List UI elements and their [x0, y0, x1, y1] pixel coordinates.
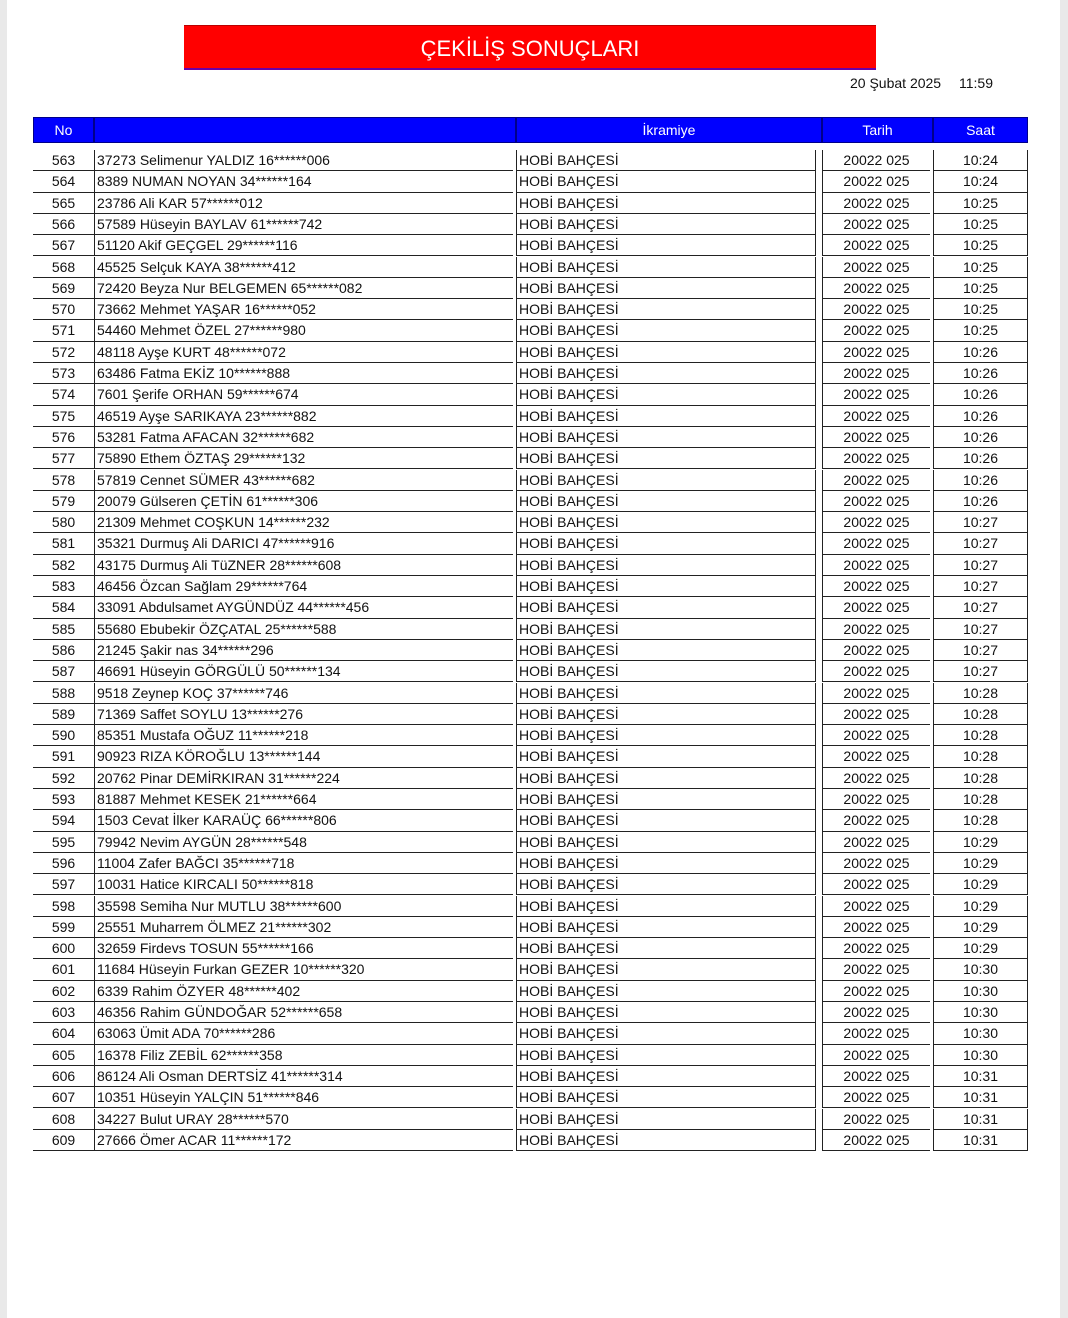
prize: HOBİ BAHÇESİ — [516, 555, 816, 576]
row-number: 581 — [33, 533, 94, 554]
draw-time: 10:28 — [933, 725, 1028, 746]
prize: HOBİ BAHÇESİ — [516, 342, 816, 363]
participant-name: 33091 Abdulsamet AYGÜNDÜZ 44******456 — [94, 597, 513, 618]
prize: HOBİ BAHÇESİ — [516, 959, 816, 980]
draw-date: 20022 025 — [822, 768, 930, 789]
row-number: 602 — [33, 981, 94, 1002]
draw-date: 20022 025 — [822, 810, 930, 831]
participant-name: 46356 Rahim GÜNDOĞAR 52******658 — [94, 1002, 513, 1023]
prize: HOBİ BAHÇESİ — [516, 704, 816, 725]
row-number: 604 — [33, 1023, 94, 1044]
column-header-no: No — [33, 117, 94, 143]
prize: HOBİ BAHÇESİ — [516, 1045, 816, 1066]
row-number: 566 — [33, 214, 94, 235]
draw-date: 20022 025 — [822, 278, 930, 299]
draw-date: 20022 025 — [822, 257, 930, 278]
row-number: 571 — [33, 320, 94, 341]
column-header-name — [94, 117, 516, 143]
draw-time: 10:30 — [933, 959, 1028, 980]
draw-date: 20022 025 — [822, 491, 930, 512]
prize: HOBİ BAHÇESİ — [516, 938, 816, 959]
participant-name: 1503 Cevat İlker KARAÜÇ 66******806 — [94, 810, 513, 831]
draw-date: 20022 025 — [822, 938, 930, 959]
row-number: 609 — [33, 1130, 94, 1151]
draw-date: 20022 025 — [822, 661, 930, 682]
draw-date: 20022 025 — [822, 576, 930, 597]
participant-name: 21245 Şakir nas 34******296 — [94, 640, 513, 661]
prize: HOBİ BAHÇESİ — [516, 320, 816, 341]
draw-time: 10:29 — [933, 896, 1028, 917]
draw-time: 10:30 — [933, 1023, 1028, 1044]
participant-name: 54460 Mehmet ÖZEL 27******980 — [94, 320, 513, 341]
participant-name: 46456 Özcan Sağlam 29******764 — [94, 576, 513, 597]
draw-time: 10:27 — [933, 640, 1028, 661]
participant-name: 63486 Fatma EKİZ 10******888 — [94, 363, 513, 384]
draw-time: 10:26 — [933, 427, 1028, 448]
draw-date: 20022 025 — [822, 832, 930, 853]
draw-time: 10:26 — [933, 491, 1028, 512]
row-number: 599 — [33, 917, 94, 938]
participant-name: 21309 Mehmet COŞKUN 14******232 — [94, 512, 513, 533]
draw-date: 20022 025 — [822, 1066, 930, 1087]
draw-date: 20022 025 — [822, 959, 930, 980]
row-number: 608 — [33, 1109, 94, 1130]
participant-name: 10351 Hüseyin YALÇIN 51******846 — [94, 1087, 513, 1108]
draw-date: 20022 025 — [822, 363, 930, 384]
draw-time: 10:25 — [933, 320, 1028, 341]
draw-date: 20022 025 — [822, 1109, 930, 1130]
participant-name: 35598 Semiha Nur MUTLU 38******600 — [94, 896, 513, 917]
participant-name: 57589 Hüseyin BAYLAV 61******742 — [94, 214, 513, 235]
draw-date: 20022 025 — [822, 406, 930, 427]
participant-name: 46519 Ayşe SARIKAYA 23******882 — [94, 406, 513, 427]
draw-time: 10:30 — [933, 1045, 1028, 1066]
prize: HOBİ BAHÇESİ — [516, 427, 816, 448]
draw-time: 10:27 — [933, 661, 1028, 682]
prize: HOBİ BAHÇESİ — [516, 683, 816, 704]
row-number: 597 — [33, 874, 94, 895]
draw-date: 20022 025 — [822, 299, 930, 320]
row-number: 593 — [33, 789, 94, 810]
draw-time: 10:25 — [933, 235, 1028, 256]
prize: HOBİ BAHÇESİ — [516, 299, 816, 320]
prize: HOBİ BAHÇESİ — [516, 640, 816, 661]
participant-name: 20079 Gülseren ÇETİN 61******306 — [94, 491, 513, 512]
draw-date: 20022 025 — [822, 235, 930, 256]
row-number: 580 — [33, 512, 94, 533]
prize: HOBİ BAHÇESİ — [516, 533, 816, 554]
row-number: 606 — [33, 1066, 94, 1087]
draw-date: 20022 025 — [822, 320, 930, 341]
participant-name: 63063 Ümit ADA 70******286 — [94, 1023, 513, 1044]
draw-date: 20022 025 — [822, 704, 930, 725]
draw-date: 20022 025 — [822, 619, 930, 640]
column-header-prize: İkramiye — [516, 117, 822, 143]
participant-name: 90923 RIZA KÖROĞLU 13******144 — [94, 746, 513, 767]
prize: HOBİ BAHÇESİ — [516, 1130, 816, 1151]
prize: HOBİ BAHÇESİ — [516, 257, 816, 278]
row-number: 578 — [33, 470, 94, 491]
draw-date: 20022 025 — [822, 555, 930, 576]
participant-name: 20762 Pinar DEMİRKIRAN 31******224 — [94, 768, 513, 789]
draw-time: 10:25 — [933, 257, 1028, 278]
participant-name: 86124 Ali Osman DERTSİZ 41******314 — [94, 1066, 513, 1087]
participant-name: 45525 Selçuk KAYA 38******412 — [94, 257, 513, 278]
participant-name: 71369 Saffet SOYLU 13******276 — [94, 704, 513, 725]
row-number: 576 — [33, 427, 94, 448]
prize: HOBİ BAHÇESİ — [516, 917, 816, 938]
prize: HOBİ BAHÇESİ — [516, 981, 816, 1002]
participant-name: 72420 Beyza Nur BELGEMEN 65******082 — [94, 278, 513, 299]
draw-time: 10:25 — [933, 193, 1028, 214]
draw-date: 20022 025 — [822, 214, 930, 235]
participant-name: 81887 Mehmet KESEK 21******664 — [94, 789, 513, 810]
prize: HOBİ BAHÇESİ — [516, 1066, 816, 1087]
draw-date: 20022 025 — [822, 1130, 930, 1151]
participant-name: 23786 Ali KAR 57******012 — [94, 193, 513, 214]
draw-date: 20022 025 — [822, 533, 930, 554]
participant-name: 79942 Nevim AYGÜN 28******548 — [94, 832, 513, 853]
row-number: 596 — [33, 853, 94, 874]
draw-time: 10:29 — [933, 938, 1028, 959]
prize: HOBİ BAHÇESİ — [516, 810, 816, 831]
prize: HOBİ BAHÇESİ — [516, 491, 816, 512]
participant-name: 85351 Mustafa OĞUZ 11******218 — [94, 725, 513, 746]
row-number: 595 — [33, 832, 94, 853]
row-number: 587 — [33, 661, 94, 682]
participant-name: 9518 Zeynep KOÇ 37******746 — [94, 683, 513, 704]
participant-name: 11684 Hüseyin Furkan GEZER 10******320 — [94, 959, 513, 980]
draw-time: 10:30 — [933, 1002, 1028, 1023]
participant-name: 51120 Akif GEÇGEL 29******116 — [94, 235, 513, 256]
prize: HOBİ BAHÇESİ — [516, 512, 816, 533]
row-number: 607 — [33, 1087, 94, 1108]
draw-time: 10:29 — [933, 853, 1028, 874]
row-number: 584 — [33, 597, 94, 618]
report-date: 20 Şubat 2025 — [850, 75, 942, 91]
draw-time: 10:31 — [933, 1087, 1028, 1108]
draw-date: 20022 025 — [822, 193, 930, 214]
participant-name: 46691 Hüseyin GÖRGÜLÜ 50******134 — [94, 661, 513, 682]
participant-name: 37273 Selimenur YALDIZ 16******006 — [94, 150, 513, 171]
draw-time: 10:26 — [933, 342, 1028, 363]
row-number: 577 — [33, 448, 94, 469]
prize: HOBİ BAHÇESİ — [516, 619, 816, 640]
participant-name: 55680 Ebubekir ÖZÇATAL 25******588 — [94, 619, 513, 640]
draw-time: 10:30 — [933, 981, 1028, 1002]
draw-time: 10:28 — [933, 768, 1028, 789]
prize: HOBİ BAHÇESİ — [516, 363, 816, 384]
draw-date: 20022 025 — [822, 789, 930, 810]
row-number: 586 — [33, 640, 94, 661]
draw-time: 10:27 — [933, 555, 1028, 576]
row-number: 563 — [33, 150, 94, 171]
draw-time: 10:26 — [933, 384, 1028, 405]
row-number: 588 — [33, 683, 94, 704]
row-number: 590 — [33, 725, 94, 746]
participant-name: 53281 Fatma AFACAN 32******682 — [94, 427, 513, 448]
row-number: 572 — [33, 342, 94, 363]
draw-time: 10:25 — [933, 299, 1028, 320]
row-number: 591 — [33, 746, 94, 767]
prize: HOBİ BAHÇESİ — [516, 150, 816, 171]
draw-date: 20022 025 — [822, 512, 930, 533]
draw-date: 20022 025 — [822, 683, 930, 704]
participant-name: 25551 Muharrem ÖLMEZ 21******302 — [94, 917, 513, 938]
draw-time: 10:24 — [933, 150, 1028, 171]
prize: HOBİ BAHÇESİ — [516, 214, 816, 235]
row-number: 567 — [33, 235, 94, 256]
prize: HOBİ BAHÇESİ — [516, 853, 816, 874]
draw-date: 20022 025 — [822, 1023, 930, 1044]
draw-time: 10:27 — [933, 597, 1028, 618]
draw-date: 20022 025 — [822, 853, 930, 874]
draw-time: 10:27 — [933, 533, 1028, 554]
prize: HOBİ BAHÇESİ — [516, 597, 816, 618]
row-number: 598 — [33, 896, 94, 917]
draw-date: 20022 025 — [822, 427, 930, 448]
row-number: 600 — [33, 938, 94, 959]
participant-name: 48118 Ayşe KURT 48******072 — [94, 342, 513, 363]
row-number: 574 — [33, 384, 94, 405]
participant-name: 8389 NUMAN NOYAN 34******164 — [94, 171, 513, 192]
prize: HOBİ BAHÇESİ — [516, 832, 816, 853]
row-number: 601 — [33, 959, 94, 980]
draw-date: 20022 025 — [822, 1045, 930, 1066]
draw-time: 10:24 — [933, 171, 1028, 192]
draw-date: 20022 025 — [822, 1002, 930, 1023]
participant-name: 10031 Hatice KIRCALI 50******818 — [94, 874, 513, 895]
row-number: 592 — [33, 768, 94, 789]
draw-date: 20022 025 — [822, 896, 930, 917]
row-number: 565 — [33, 193, 94, 214]
draw-time: 10:27 — [933, 512, 1028, 533]
prize: HOBİ BAHÇESİ — [516, 1002, 816, 1023]
row-number: 570 — [33, 299, 94, 320]
report-time: 11:59 — [958, 75, 993, 91]
prize: HOBİ BAHÇESİ — [516, 406, 816, 427]
draw-time: 10:26 — [933, 470, 1028, 491]
participant-name: 6339 Rahim ÖZYER 48******402 — [94, 981, 513, 1002]
draw-time: 10:31 — [933, 1130, 1028, 1151]
row-number: 568 — [33, 257, 94, 278]
row-number: 594 — [33, 810, 94, 831]
draw-date: 20022 025 — [822, 150, 930, 171]
participant-name: 57819 Cennet SÜMER 43******682 — [94, 470, 513, 491]
draw-time: 10:27 — [933, 619, 1028, 640]
participant-name: 34227 Bulut URAY 28******570 — [94, 1109, 513, 1130]
draw-date: 20022 025 — [822, 171, 930, 192]
prize: HOBİ BAHÇESİ — [516, 576, 816, 597]
row-number: 585 — [33, 619, 94, 640]
row-number: 603 — [33, 1002, 94, 1023]
prize: HOBİ BAHÇESİ — [516, 470, 816, 491]
participant-name: 32659 Firdevs TOSUN 55******166 — [94, 938, 513, 959]
row-number: 605 — [33, 1045, 94, 1066]
prize: HOBİ BAHÇESİ — [516, 1087, 816, 1108]
draw-date: 20022 025 — [822, 342, 930, 363]
row-number: 579 — [33, 491, 94, 512]
draw-date: 20022 025 — [822, 874, 930, 895]
draw-time: 10:26 — [933, 363, 1028, 384]
participant-name: 16378 Filiz ZEBİL 62******358 — [94, 1045, 513, 1066]
row-number: 589 — [33, 704, 94, 725]
column-header-time: Saat — [933, 117, 1028, 143]
column-header-date: Tarih — [822, 117, 933, 143]
row-number: 564 — [33, 171, 94, 192]
participant-name: 43175 Durmuş Ali TüZNER 28******608 — [94, 555, 513, 576]
prize: HOBİ BAHÇESİ — [516, 384, 816, 405]
prize: HOBİ BAHÇESİ — [516, 789, 816, 810]
draw-time: 10:29 — [933, 874, 1028, 895]
prize: HOBİ BAHÇESİ — [516, 661, 816, 682]
draw-time: 10:25 — [933, 278, 1028, 299]
prize: HOBİ BAHÇESİ — [516, 1023, 816, 1044]
draw-time: 10:29 — [933, 832, 1028, 853]
draw-date: 20022 025 — [822, 597, 930, 618]
participant-name: 75890 Ethem ÖZTAŞ 29******132 — [94, 448, 513, 469]
row-number: 575 — [33, 406, 94, 427]
draw-date: 20022 025 — [822, 448, 930, 469]
page-title: ÇEKİLİŞ SONUÇLARI — [184, 25, 876, 70]
draw-time: 10:25 — [933, 214, 1028, 235]
participant-name: 35321 Durmuş Ali DARICI 47******916 — [94, 533, 513, 554]
row-number: 582 — [33, 555, 94, 576]
prize: HOBİ BAHÇESİ — [516, 235, 816, 256]
draw-date: 20022 025 — [822, 384, 930, 405]
draw-time: 10:28 — [933, 704, 1028, 725]
draw-date: 20022 025 — [822, 981, 930, 1002]
draw-time: 10:28 — [933, 683, 1028, 704]
prize: HOBİ BAHÇESİ — [516, 448, 816, 469]
participant-name: 27666 Ömer ACAR 11******172 — [94, 1130, 513, 1151]
draw-time: 10:31 — [933, 1066, 1028, 1087]
draw-date: 20022 025 — [822, 917, 930, 938]
draw-time: 10:29 — [933, 917, 1028, 938]
participant-name: 73662 Mehmet YAŞAR 16******052 — [94, 299, 513, 320]
prize: HOBİ BAHÇESİ — [516, 1109, 816, 1130]
prize: HOBİ BAHÇESİ — [516, 278, 816, 299]
prize: HOBİ BAHÇESİ — [516, 746, 816, 767]
report-datetime — [850, 75, 993, 91]
prize: HOBİ BAHÇESİ — [516, 171, 816, 192]
prize: HOBİ BAHÇESİ — [516, 768, 816, 789]
participant-name: 7601 Şerife ORHAN 59******674 — [94, 384, 513, 405]
draw-date: 20022 025 — [822, 1087, 930, 1108]
draw-time: 10:28 — [933, 810, 1028, 831]
draw-date: 20022 025 — [822, 470, 930, 491]
draw-date: 20022 025 — [822, 640, 930, 661]
draw-time: 10:28 — [933, 789, 1028, 810]
draw-time: 10:26 — [933, 448, 1028, 469]
prize: HOBİ BAHÇESİ — [516, 896, 816, 917]
participant-name: 11004 Zafer BAĞCI 35******718 — [94, 853, 513, 874]
draw-time: 10:31 — [933, 1109, 1028, 1130]
row-number: 583 — [33, 576, 94, 597]
row-number: 569 — [33, 278, 94, 299]
prize: HOBİ BAHÇESİ — [516, 725, 816, 746]
row-number: 573 — [33, 363, 94, 384]
draw-date: 20022 025 — [822, 725, 930, 746]
draw-time: 10:27 — [933, 576, 1028, 597]
draw-time: 10:28 — [933, 746, 1028, 767]
draw-time: 10:26 — [933, 406, 1028, 427]
draw-date: 20022 025 — [822, 746, 930, 767]
prize: HOBİ BAHÇESİ — [516, 193, 816, 214]
prize: HOBİ BAHÇESİ — [516, 874, 816, 895]
